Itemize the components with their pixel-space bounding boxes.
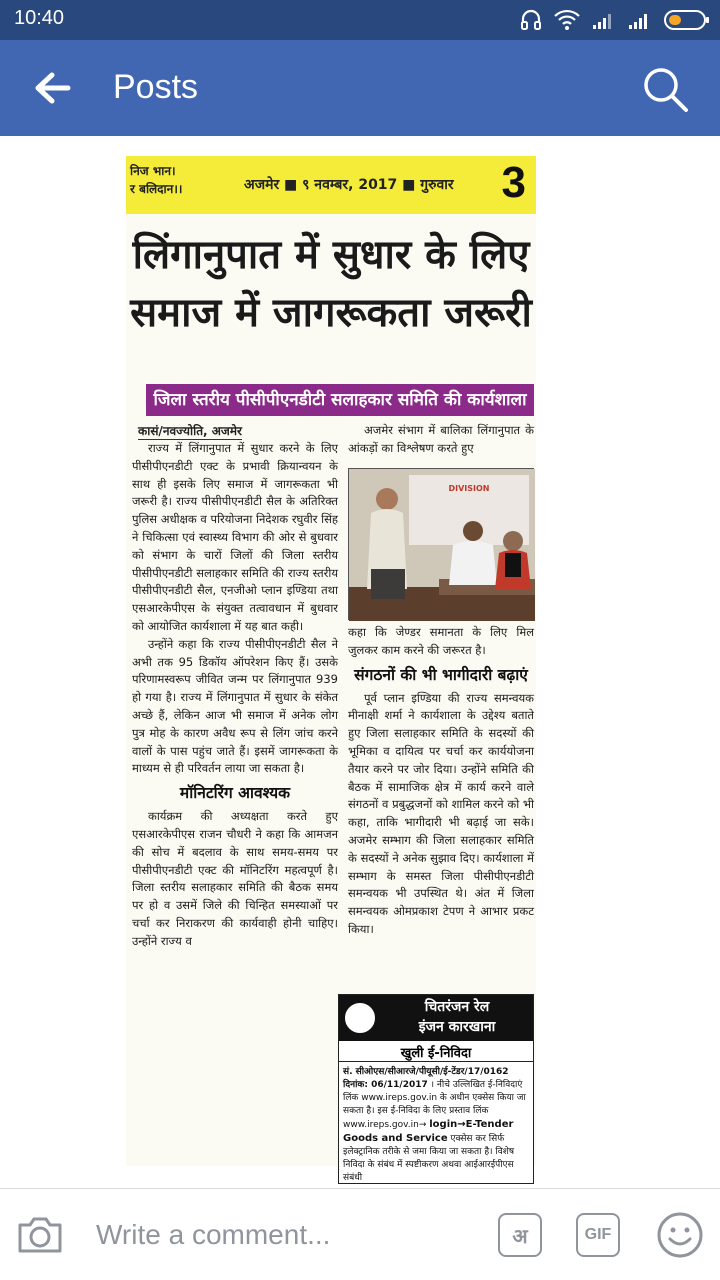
tender-ref: सं. सीओएस/सीआरजे/पीयूसी/ई-टेंडर/17/0162	[343, 1067, 509, 1077]
gif-button[interactable]: GIF	[576, 1213, 620, 1257]
article-headline	[126, 226, 536, 342]
comment-bar	[0, 1188, 720, 1280]
newspaper-banner	[126, 156, 536, 214]
article-photo	[348, 468, 534, 620]
smiley-icon[interactable]	[656, 1211, 704, 1259]
post-content[interactable]	[0, 136, 720, 1188]
search-icon[interactable]	[640, 64, 690, 114]
tender-advertisement	[338, 994, 534, 1184]
status-time: 10:40	[14, 7, 65, 29]
article-paragraph: राज्य में लिंगानुपात में सुधार करने के लिए पीसीपीएनडीटी एक्ट के प्रभावी क्रियान्वयन के साथ ही इसके लिए समाज में जागरूकता भी जरूरी है। राज्य पीसीपीएनडीटी सैल के अतिरिक्त पुलिस अधीक्षक व परियोजना निदेशक रघुवीर सिंह ने चिकित्सा एवं स्वास्थ्य विभाग की ओर से बुधवार को संभाग के चारों जिलों की जिला स्तरीय पीसीपीएनडीटी सलाहकार समिति की राज्य स्तरीय पीसीपीएनडीटी सैल, एनजीओ प्लान इण्डिया तथा एसआरकेपीएस के संयुक्त तत्वावधान में बुधवार को आयोजित कार्यशाला में यह बात कही।	[132, 441, 338, 633]
tender-login-text: login→E-Tender Goods and Service	[343, 1119, 514, 1144]
page-number: 3	[501, 158, 526, 207]
comment-input[interactable]: Write a comment...	[96, 1219, 331, 1250]
article-paragraph: पूर्व प्लान इण्डिया की राज्य समन्वयक मीनाक्षी शर्मा ने कार्यशाला के उद्देश्य बताते हुए जिला सलाहकार समिति के सदस्यों की भूमिका व दायित्व पर चर्चा कर कार्ययोजना तैयार करने पर जोर दिया। उन्होंने समिति की बैठक में सामाजिक क्षेत्र में कार्य करने वाले संगठनों व प्रबुद्धजनों को शामिल करने को भी कहा, ताकि भागीदारी भी बढ़ाई जा सके। अजमेर सम्भाग की जिला सलाहकार समिति के सदस्यों ने अनेक सुझाव दिए। कार्यशाला में सम्भाग के समस्त जिला पीसीपीएनडीटी समन्वयक भी उपस्थित थे। अंत में जिला समन्वयक ओमप्रकाश टेपण ने आभार प्रकट किया।	[348, 690, 534, 936]
article-column-right	[348, 624, 534, 939]
tender-date: दिनांक: 06/11/2017	[343, 1080, 428, 1090]
tender-title: खुली ई-निविदा	[339, 1043, 533, 1062]
signal-icon	[592, 10, 616, 30]
headline-line-1: लिंगानुपात में सुधार के लिए	[132, 232, 530, 278]
banner-left-text: निज भान। र बलिदान।।	[130, 164, 183, 196]
battery-icon	[664, 9, 710, 31]
tender-header	[339, 995, 533, 1041]
camera-icon[interactable]	[16, 1211, 64, 1255]
tender-text: । नीचे उल्लिखित ई-निविदाएं लिंक www.ireps.gov.in के अधीन एक्सेस किया जा सकता है। इस ई-निविदा के लिए प्रस्ताव लिंक www.ireps.gov.in→	[343, 1080, 526, 1130]
hindi-keyboard-button[interactable]: अ	[498, 1213, 542, 1257]
status-bar	[0, 0, 720, 40]
tender-text: एक्सेस कर सिर्फ इलेक्ट्रानिक तरीके से जमा किया जा सकता है। विशेष निविदा के संबंध में स्पष्टीकरण अथवा आईआरईपीएस संबंधी	[343, 1134, 515, 1183]
article-subhead: मॉनिटरिंग आवश्यक	[179, 784, 291, 803]
railway-logo-icon	[343, 1001, 377, 1035]
article-subheadline: जिला स्तरीय पीसीपीएनडीटी सलाहकार समिति की कार्यशाला	[146, 384, 534, 416]
article-column-right-top	[348, 422, 534, 458]
wifi-icon	[554, 9, 580, 31]
photo-banner-text: DIVISION	[448, 484, 490, 493]
article-paragraph: उन्होंने कहा कि राज्य पीसीपीएनडीटी सैल ने अभी तक 95 डिकॉय ऑपरेशन किए हैं। उसके परिणामस्वरूप जीवित जन्म पर लिंगानुपात 939 हो गया है। राज्य में लिंगानुपात में सुधार के संकेत अच्छे हैं, लेकिन आज भी समाज में अनेक लोग पुत्र मोह के कारण अवैध रूप से लिंग जांच करने वालों के पास पहुंच जाते हैं। इसमें जागरूकता के माध्यम से ही परिवर्तन लाया जा सकता है।	[132, 636, 338, 776]
headline-line-2: समाज में जागरूकता जरूरी	[130, 290, 532, 336]
article-subhead: संगठनों की भी भागीदारी बढ़ाएं	[354, 665, 528, 684]
newspaper-clipping[interactable]	[126, 156, 536, 1183]
article-byline: कासं/नवज्योति, अजमेर	[138, 424, 242, 438]
arrow-left-icon[interactable]	[30, 68, 74, 108]
workshop-photo-image	[349, 469, 535, 621]
banner-dateline: अजमेर ■ ९ नवम्बर, 2017 ■ गुरुवार	[244, 177, 454, 193]
app-bar	[0, 40, 720, 136]
article-paragraph: कार्यक्रम की अध्यक्षता करते हुए एसआरकेपीएस राजन चौधरी ने कहा कि आमजन की सोच में बदलाव के साथ समय-समय पर पीसीपीएनडीटी एक्ट की मॉनिटरिंग महत्वपूर्ण है। जिला स्तरीय सलाहकार समिति की बैठक समय पर हो व उसमें जिले की चिन्हित समस्याओं पर चर्चा कर निराकरण की कार्यवाही होनी चाहिए। उन्होंने राज्य व	[132, 809, 338, 948]
article-paragraph: कहा कि जेण्डर समानता के लिए मिल जुलकर काम करने की जरूरत है।	[348, 625, 534, 657]
signal-icon	[628, 10, 652, 30]
tender-org-line-1: चितरंजन रेल	[424, 999, 490, 1015]
tender-org-line-2: इंजन कारखाना	[418, 1019, 496, 1035]
article-column-left	[132, 440, 338, 951]
page-title: Posts	[113, 68, 199, 106]
tender-body	[339, 1064, 533, 1187]
article-paragraph: अजमेर संभाग में बालिका लिंगानुपात के आंकड़ों का विश्लेषण करते हुए	[348, 423, 534, 455]
headset-icon	[520, 9, 542, 31]
